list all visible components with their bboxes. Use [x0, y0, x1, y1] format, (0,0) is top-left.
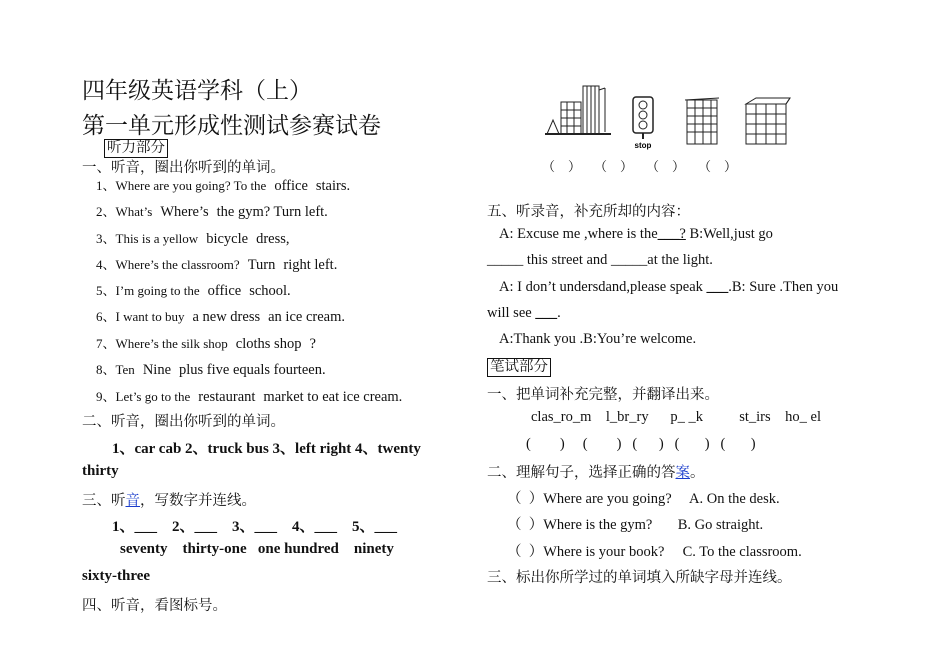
q1-option[interactable]: plus five equals fourteen. — [179, 362, 326, 378]
q1-item — [96, 280, 291, 300]
q1-option[interactable]: Nine — [142, 362, 171, 378]
q1-option[interactable]: dress, — [256, 231, 290, 247]
q4-heading: 四、听音，看图标号。 — [82, 598, 227, 614]
q1-option[interactable]: right left. — [283, 257, 338, 273]
q2-heading: 二、听音，圈出你听到的单词。 — [82, 414, 285, 430]
q5-line-2: _____ this street and _____at the light. — [487, 252, 713, 268]
q2-line-2: thirty — [82, 463, 119, 479]
q3-words-2: sixty-three — [82, 568, 151, 584]
q1-option[interactable]: school. — [249, 283, 291, 299]
q1-prompt: 9、Let’s go to the — [96, 389, 191, 404]
q5-heading: 五、听录音，补充所却的内容： — [487, 204, 690, 220]
w2-item-1: （ ）Where are you going? A. On the desk. — [507, 491, 780, 507]
q1-option[interactable]: Turn — [247, 257, 276, 273]
q5-blank-3: ___ — [706, 279, 729, 295]
q1-option[interactable]: office — [274, 178, 308, 194]
q1-prompt: 1、Where are you going? To the — [96, 178, 267, 193]
q3-heading-end: ，写数字并连线。 — [140, 493, 256, 509]
q1-option[interactable]: Where’s — [160, 204, 209, 220]
w2-heading — [487, 461, 705, 482]
listening-section-label: 听力部分 — [104, 139, 168, 158]
traffic-light-picture — [628, 95, 658, 150]
w1-words: clas_ro_m l_br_ry p_ _k st_irs ho_ el — [531, 409, 821, 425]
q1-prompt: 4、Where’s the classroom? — [96, 257, 240, 272]
q5-line-4-start: will see — [487, 305, 536, 321]
q1-option[interactable]: restaurant — [198, 389, 256, 405]
stop-sign-text: stop — [634, 141, 652, 150]
building-picture-2 — [683, 94, 723, 146]
w1-heading: 一、把单词补充完整，并翻译出来。 — [487, 387, 719, 403]
q1-option[interactable]: office — [207, 283, 242, 299]
w2-item-2: （ ）Where is the gym? B. Go straight. — [507, 517, 764, 533]
q1-prompt: 5、I’m going to the — [96, 283, 200, 298]
q1-option[interactable]: stairs. — [315, 178, 351, 194]
q3-words: seventy thirty-one one hundred ninety — [120, 541, 394, 557]
q1-item — [96, 175, 350, 195]
q1-item — [96, 201, 328, 221]
q1-option[interactable]: market to eat ice cream. — [263, 389, 403, 405]
q1-option[interactable]: a new dress — [192, 309, 261, 325]
q5-line-3-end: .B: Sure .Then you — [728, 279, 839, 295]
q1-option[interactable]: the gym? Turn left. — [216, 204, 328, 220]
q5-line-1-end: B:Well,just go — [685, 226, 773, 242]
q5-line-1-start: A: Excuse me ,where is the — [499, 226, 658, 242]
q1-prompt: 8、Ten — [96, 362, 135, 377]
q1-item — [96, 333, 316, 353]
w2-heading-end: 。 — [690, 465, 705, 481]
q5-line-1 — [499, 226, 773, 243]
w2-heading-start: 二、理解句子，选择正确的答 — [487, 465, 676, 481]
q1-heading: 一、听音，圈出你听到的单词。 — [82, 160, 285, 176]
q5-line-4-end: . — [557, 305, 561, 321]
building-picture-3 — [742, 96, 792, 148]
w1-brackets: ( ) ( ) ( ) ( ) ( ) — [526, 436, 756, 452]
q1-option[interactable]: an ice cream. — [268, 309, 346, 325]
q5-blank-1: ___? — [657, 226, 686, 242]
q1-prompt: 6、I want to buy — [96, 309, 185, 324]
q5-line-3-start: A: I don’t undersdand,please speak — [499, 279, 707, 295]
q2-line-1: 1、car cab 2、truck bus 3、left right 4、twenty — [112, 441, 421, 457]
q1-item — [96, 306, 345, 326]
q5-blank-4: ___ — [535, 305, 558, 321]
title-line-2: 第一单元形成性测试参赛试卷 — [82, 113, 381, 138]
q1-item — [96, 359, 326, 379]
q1-item — [96, 386, 402, 406]
q3-heading-link[interactable]: 音 — [125, 493, 140, 509]
q1-item — [96, 228, 290, 248]
building-picture-1 — [545, 80, 615, 138]
q1-option[interactable]: cloths shop — [235, 336, 302, 352]
q5-line-4 — [487, 305, 561, 322]
w2-heading-link[interactable]: 案 — [675, 465, 690, 481]
q3-heading — [82, 489, 256, 510]
q1-item — [96, 254, 337, 274]
q5-line-5: A:Thank you .B:You’re welcome. — [499, 331, 697, 347]
q1-option[interactable]: bicycle — [206, 231, 249, 247]
q3-heading-start: 三、听 — [82, 493, 126, 509]
q1-prompt: 7、Where’s the silk shop — [96, 336, 228, 351]
q4-brackets: （ ） （ ） （ ） （ ） — [542, 159, 738, 174]
writing-section-label: 笔试部分 — [487, 358, 551, 377]
title-line-1: 四年级英语学科（上） — [82, 78, 312, 103]
q3-blanks: 1、___ 2、___ 3、___ 4、___ 5、___ — [112, 519, 398, 535]
w3-heading: 三、标出你所学过的单词填入所缺字母并连线。 — [487, 570, 792, 586]
q1-option[interactable]: ? — [309, 336, 316, 352]
q5-line-3 — [499, 279, 838, 296]
q1-prompt: 3、This is a yellow — [96, 231, 199, 246]
q1-prompt: 2、What’s — [96, 204, 153, 219]
w2-item-3: （ ）Where is your book? C. To the classroom. — [507, 544, 802, 560]
